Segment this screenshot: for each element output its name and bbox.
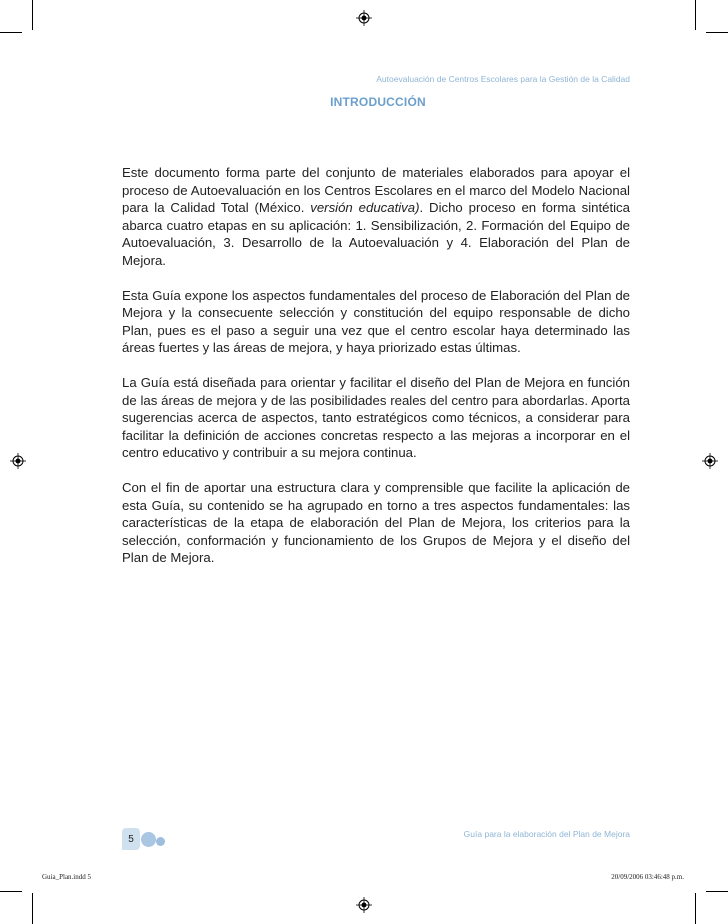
paragraph-1: Este documento forma parte del conjunto de materiales elaborados para apoyar el proceso de Autoevaluación en los Centros Escolares en el marco del Modelo Nacional para la Calidad Total (México. versión educativa). Dicho proceso en forma sintética abarca cuatro etapas en su aplicación: 1. Sensibilización, 2. Formación del Equipo de Autoevaluación, 3. Desarrollo de la Autoevaluación y 4. Elaboración del Plan de Mejora. xyxy=(122,165,630,268)
crop-mark-tl-v xyxy=(32,0,33,30)
crop-mark-tl-h xyxy=(0,32,22,33)
registration-mark-icon xyxy=(356,897,372,913)
registration-mark-icon xyxy=(702,453,718,469)
italic-phrase: versión educativa) xyxy=(310,200,420,216)
running-header: Autoevaluación de Centros Escolares para la Gestión de la Calidad xyxy=(376,74,630,84)
crop-mark-br-v xyxy=(695,893,696,924)
slug-right: 20/09/2006 03:46:48 p.m. xyxy=(611,873,684,881)
paragraph-4: Con el fin de aportar una estructura clara y comprensible que facilite la aplicación de esta Guía, su contenido se ha agrupado en torno a tres aspectos fundamentales: las características de la etapa de elaboración del Plan de Mejora, los criterios para la selección, conformación y funcionamiento de los Grupos de Mejora y el diseño del Plan de Mejora. xyxy=(122,479,630,566)
crop-mark-tr-v xyxy=(695,0,696,30)
crop-mark-bl-v xyxy=(32,893,33,924)
running-footer: Guía para la elaboración del Plan de Mejora xyxy=(463,829,630,839)
registration-mark-icon xyxy=(356,10,372,26)
crop-mark-br-h xyxy=(706,891,728,892)
registration-mark-icon xyxy=(10,453,26,469)
crop-mark-bl-h xyxy=(0,891,22,892)
paragraph-3: La Guía está diseñada para orientar y facilitar el diseño del Plan de Mejora en función de las áreas de mejora y de las posibilidades reales del centro para abordarlas. Aporta sugerencias acerca de aspectos, tanto estratégicos como técnicos, a considerar para facilitar la definición de acciones concretas respecto a las mejoras a incorporar en el centro educativo y contribuir a su mejora continua. xyxy=(122,374,630,461)
body-text xyxy=(122,164,630,584)
decorative-dot-icon xyxy=(141,832,156,847)
section-title: INTRODUCCIÓN xyxy=(330,95,426,109)
decorative-dot-icon xyxy=(156,837,165,846)
crop-mark-tr-h xyxy=(706,32,728,33)
slug-left: Guia_Plan.indd 5 xyxy=(42,873,91,881)
paragraph-2: Esta Guía expone los aspectos fundamentales del proceso de Elaboración del Plan de Mejora y la consecuente selección y constitución del equipo responsable de dicho Plan, pues es el paso a seguir una vez que el centro escolar haya determinado las áreas fuertes y las áreas de mejora, y haya priorizado estas últimas. xyxy=(122,287,630,356)
page-number: 5 xyxy=(122,828,140,850)
